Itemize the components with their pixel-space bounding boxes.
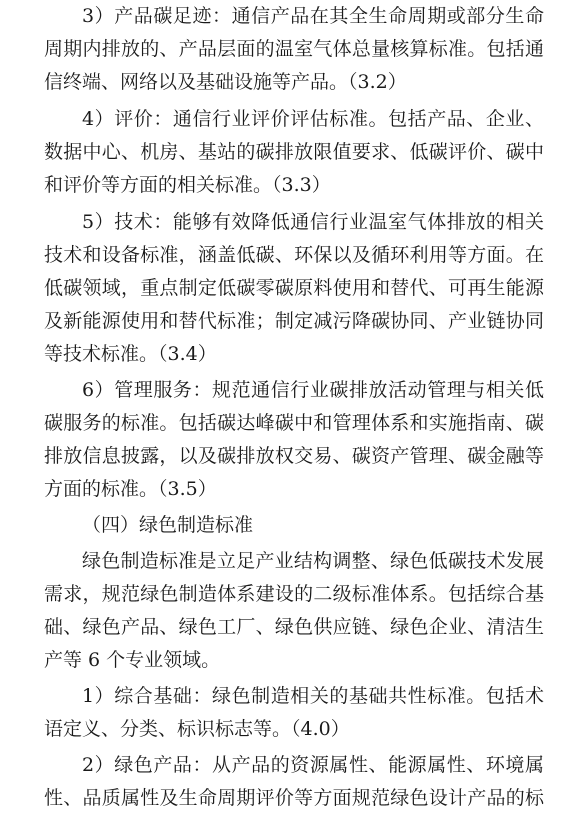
paragraph-line: 低碳领域，重点制定低碳零碳原料使用和替代、可再生能源	[44, 277, 544, 299]
paragraph-line: 和评价等方面的相关标准。（3.3）	[44, 174, 331, 196]
paragraph-line: 绿色制造标准是立足产业结构调整、绿色低碳技术发展	[82, 550, 544, 572]
paragraph-line: 3）产品碳足迹：通信产品在其全生命周期或部分生命	[82, 5, 544, 27]
paragraph-line: 1）综合基础：绿色制造相关的基础共性标准。包括术	[82, 685, 544, 707]
paragraph-line: 周期内排放的、产品层面的温室气体总量核算标准。包括通	[44, 38, 544, 60]
paragraph-line: 方面的标准。（3.5）	[44, 478, 217, 500]
paragraph-line: 碳服务的标准。包括碳达峰碳中和管理体系和实施指南、碳	[44, 412, 544, 434]
paragraph-line: 性、品质属性及生命周期评价等方面规范绿色设计产品的标	[44, 787, 544, 809]
paragraph-line: 技术和设备标准，涵盖低碳、环保以及循环利用等方面。在	[44, 244, 544, 266]
paragraph-line: 需求，规范绿色制造体系建设的二级标准体系。包括综合基	[44, 583, 544, 605]
paragraph-line: 础、绿色产品、绿色工厂、绿色供应链、绿色企业、清洁生	[44, 616, 544, 638]
section-heading: （四）绿色制造标准	[82, 514, 254, 536]
paragraph-line: 4）评价：通信行业评价评估标准。包括产品、企业、	[82, 108, 544, 130]
paragraph-line: 等技术标准。（3.4）	[44, 343, 217, 365]
paragraph-line: 数据中心、机房、基站的碳排放限值要求、低碳评价、碳中	[44, 141, 544, 163]
paragraph-line: 2）绿色产品：从产品的资源属性、能源属性、环境属	[82, 754, 544, 776]
paragraph-line: 及新能源使用和替代标准；制定减污降碳协同、产业链协同	[44, 310, 544, 332]
paragraph-line: 语定义、分类、标识标志等。（4.0）	[44, 718, 350, 740]
paragraph-line: 信终端、网络以及基础设施等产品。（3.2）	[44, 71, 407, 93]
paragraph-line: 排放信息披露，以及碳排放权交易、碳资产管理、碳金融等	[44, 445, 544, 467]
paragraph-line: 5）技术：能够有效降低通信行业温室气体排放的相关	[82, 211, 544, 233]
paragraph-line: 产等 6 个专业领域。	[44, 649, 221, 671]
paragraph-line: 6）管理服务：规范通信行业碳排放活动管理与相关低	[82, 379, 544, 401]
